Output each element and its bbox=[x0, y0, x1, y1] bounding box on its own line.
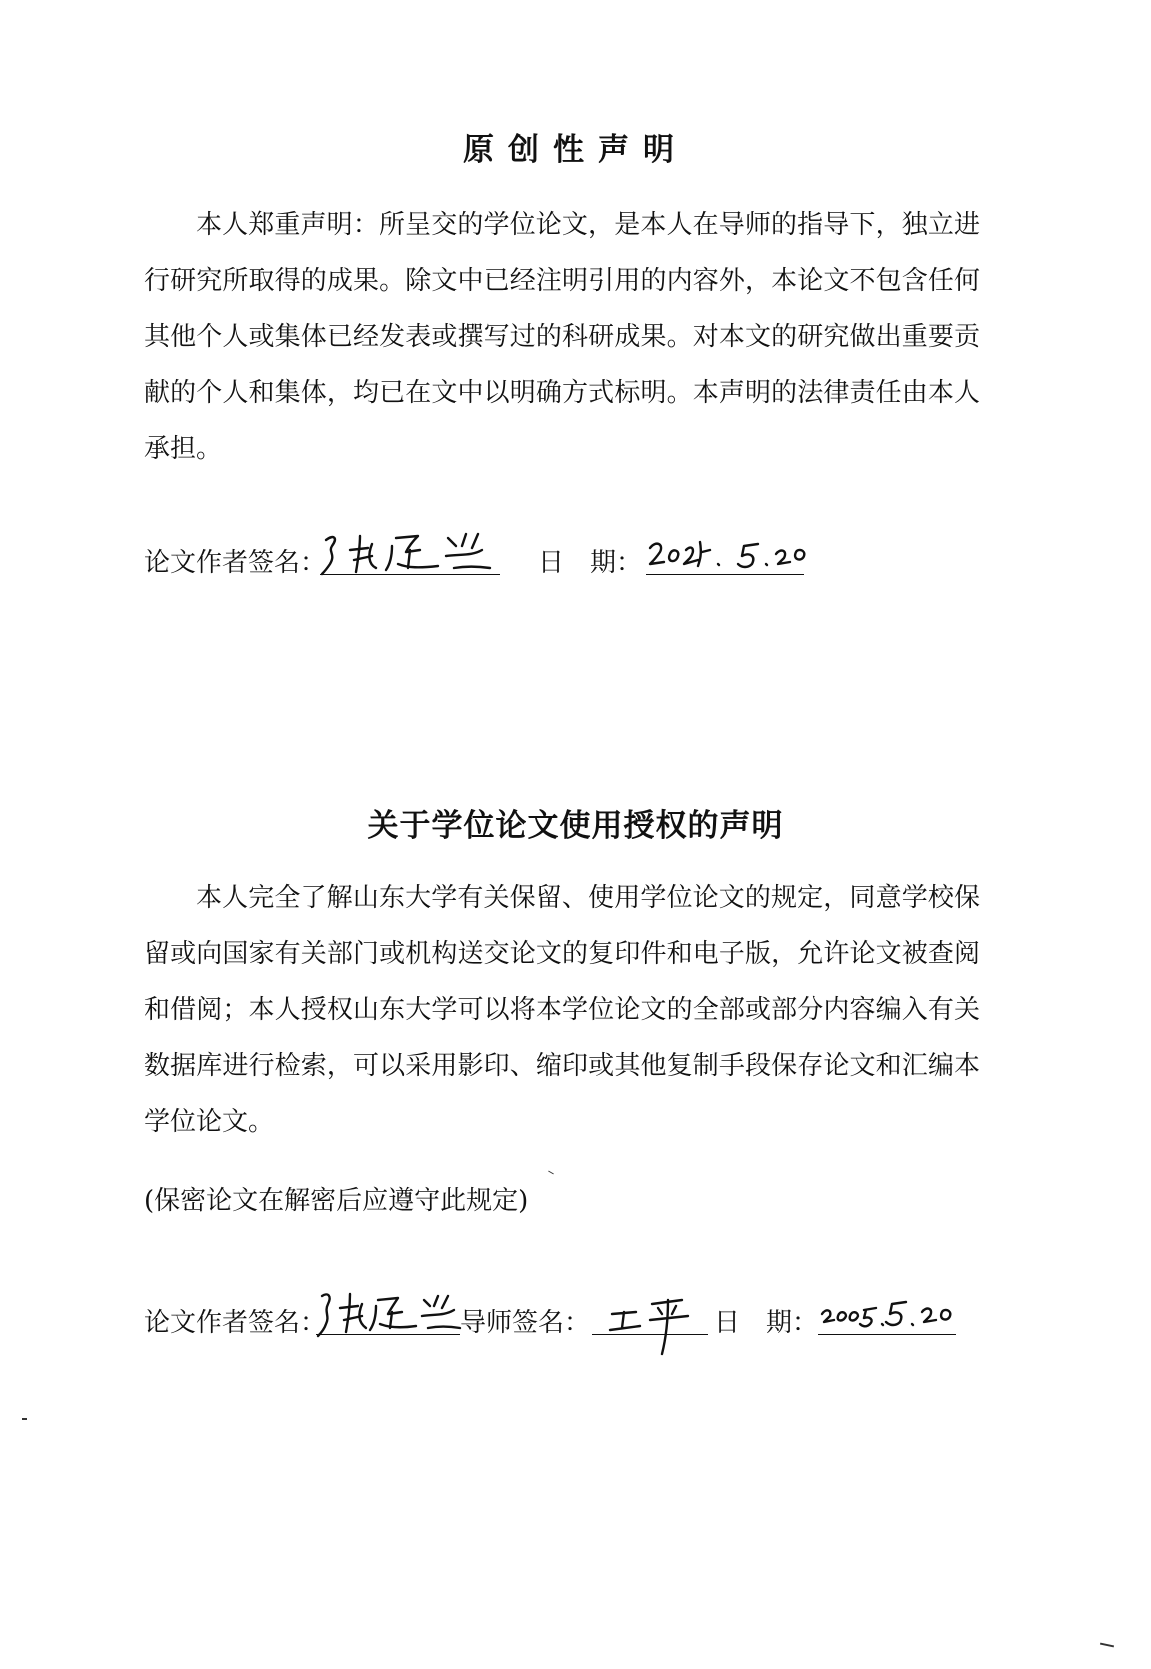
originality-declaration-body: 本人郑重声明：所呈交的学位论文，是本人在导师的指导下，独立进行研究所取得的成果。除文中已经注明引用的内容外，本论文不包含任何其他个人或集体已经发表或撰写过的科研成果。对本文的研究做出重要贡献的个人和集体，均已在文中以明确方式标明。本声明的法律责任由本人承担。 bbox=[144, 210, 980, 464]
handwritten-date bbox=[646, 528, 806, 578]
authorization-declaration-body: 本人完全了解山东大学有关保留、使用学位论文的规定，同意学校保留或向国家有关部门或机构送交论文的复印件和电子版，允许论文被查阅和借阅；本人授权山东大学可以将本学位论文的全部或部分内容编入有关数据库进行检索，可以采用影印、缩印或其他复制手段保存论文和汇编本学位论文。 bbox=[144, 883, 980, 1137]
author-handwritten-signature bbox=[316, 1282, 466, 1342]
scan-speck bbox=[548, 1171, 554, 1175]
scan-speck bbox=[1100, 1643, 1114, 1648]
handwritten-date bbox=[818, 1288, 958, 1338]
date-line bbox=[646, 574, 804, 575]
originality-declaration-title: 原创性声明 bbox=[463, 132, 688, 168]
advisor-handwritten-signature bbox=[592, 1284, 712, 1364]
date-line bbox=[818, 1334, 956, 1335]
advisor-signature-label: 导师签名： bbox=[460, 1308, 591, 1338]
confidential-note: (保密论文在解密后应遵守此规定) bbox=[144, 1186, 529, 1216]
author-signature-line bbox=[320, 574, 500, 575]
author-signature-label: 论文作者签名： bbox=[144, 548, 327, 578]
date-label: 日 期： bbox=[538, 548, 643, 578]
scan-speck bbox=[22, 1418, 27, 1420]
advisor-signature-line bbox=[592, 1334, 708, 1335]
authorization-declaration-title: 关于学位论文使用授权的声明 bbox=[367, 808, 784, 844]
author-handwritten-signature bbox=[320, 520, 500, 580]
date-label: 日 期： bbox=[714, 1308, 819, 1338]
author-signature-label: 论文作者签名： bbox=[144, 1308, 327, 1338]
author-signature-line bbox=[316, 1334, 460, 1335]
